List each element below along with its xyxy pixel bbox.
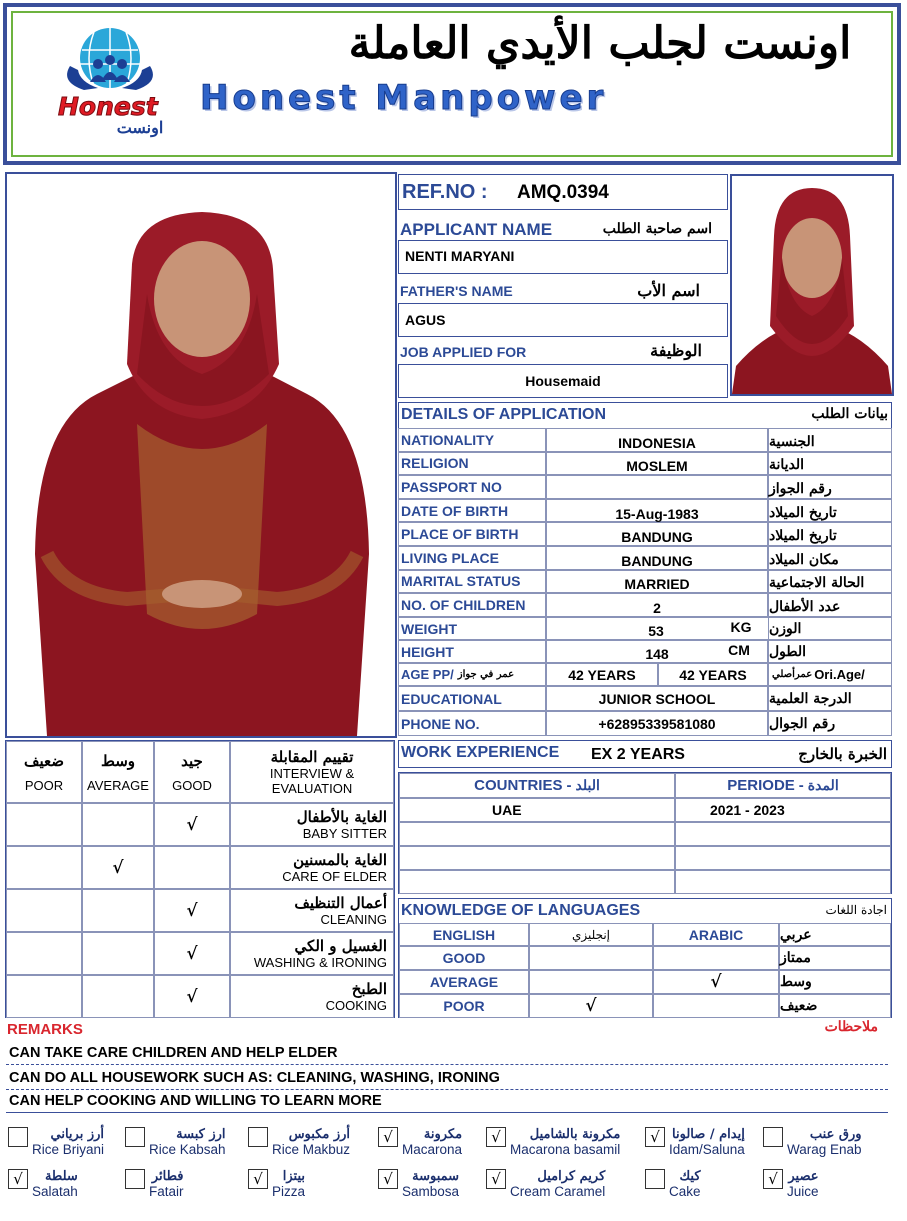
food-name-en: Cream Caramel: [510, 1184, 606, 1199]
detail-label: PASSPORT NO: [398, 475, 546, 499]
food-item[interactable]: [248, 1127, 350, 1157]
food-item[interactable]: [763, 1169, 819, 1199]
work-country: [399, 870, 675, 894]
food-name-ar: سمبوسة: [412, 1169, 460, 1184]
food-name-ar: أرز برياني: [50, 1127, 105, 1142]
food-item[interactable]: [125, 1169, 184, 1199]
food-name-en: Idam/Saluna: [669, 1142, 745, 1157]
work-country: [399, 846, 675, 870]
food-name-ar: إيدام / صالونا: [672, 1127, 745, 1142]
details-extra-rows: [398, 617, 892, 736]
work-country: [399, 822, 675, 846]
lang-head-arabic-ar: عربي: [779, 923, 891, 946]
eval-skill: [230, 932, 394, 975]
phone-label: PHONE NO.: [398, 711, 546, 736]
food-name-en: Fatair: [149, 1184, 184, 1199]
ref-box: [398, 174, 728, 210]
food-name-ar: كريم كراميل: [537, 1169, 606, 1184]
eval-skill-ar: الغاية بالأطفال: [296, 808, 387, 826]
header-title-en: Honest Manpower: [200, 78, 608, 118]
food-item[interactable]: [8, 1169, 78, 1199]
applicant-name-label: APPLICANT NAME: [400, 220, 553, 239]
countries-table: [398, 772, 892, 894]
period-label-ar: المدة: [807, 777, 839, 794]
eval-head-good-en: GOOD: [172, 777, 212, 793]
food-name-en: Rice Briyani: [32, 1142, 105, 1157]
period-label: PERIODE: [727, 777, 795, 794]
languages-label: KNOWLEDGE OF LANGUAGES: [401, 902, 641, 919]
weight-label-ar: الوزن: [768, 617, 892, 640]
eval-good-mark: √: [154, 803, 230, 846]
applicant-name-label-ar: اسم صاحبة الطلب: [602, 221, 712, 237]
food-checkbox[interactable]: [125, 1169, 145, 1189]
detail-label-ar: الجنسية: [768, 428, 892, 452]
lang-english-mark: √: [529, 994, 653, 1018]
detail-value: 15-Aug-1983: [546, 499, 768, 523]
lang-arabic-mark: √: [653, 970, 779, 994]
food-item[interactable]: [378, 1127, 462, 1157]
age-pp-label-cell: [398, 663, 546, 686]
age-ori-label: Ori.Age/: [814, 667, 865, 682]
header-title-ar: اونست لجلب الأيدي العاملة: [348, 18, 852, 69]
eval-head-good-ar: جيد: [181, 751, 203, 770]
education-value: JUNIOR SCHOOL: [546, 686, 768, 711]
detail-label: PLACE OF BIRTH: [398, 522, 546, 546]
food-checkbox[interactable]: √: [486, 1169, 506, 1189]
countries-label-ar: البلد: [575, 777, 600, 794]
weight-value: 53: [648, 623, 664, 639]
eval-average-mark: [82, 803, 154, 846]
food-item[interactable]: [125, 1127, 226, 1157]
detail-label: LIVING PLACE: [398, 546, 546, 570]
lang-english-mark: [529, 970, 653, 994]
lang-level: GOOD: [399, 946, 529, 970]
eval-head-poor-en: POOR: [24, 777, 64, 793]
height-label: HEIGHT: [398, 640, 546, 663]
lang-level: POOR: [399, 994, 529, 1018]
remarks-label-ar: ملاحظات: [824, 1019, 878, 1035]
eval-head-avg-en: AVERAGE: [87, 777, 149, 793]
food-name-ar: أرز مكبوس: [288, 1127, 351, 1142]
age-ori-value: 42 YEARS: [658, 663, 768, 686]
lang-head-english-ar: إنجليزي: [529, 923, 653, 946]
eval-skill-ar: الطبخ: [351, 980, 387, 998]
eval-skill-en: CARE OF ELDER: [282, 869, 387, 884]
eval-skill-ar: أعمال التنظيف: [294, 894, 387, 912]
lang-level-ar: وسط: [779, 970, 891, 994]
work-period: [675, 822, 891, 846]
work-experience-label-ar: الخبرة بالخارج: [798, 745, 887, 763]
food-item[interactable]: [8, 1127, 104, 1157]
eval-poor-mark: [6, 803, 82, 846]
eval-head-title-ar: تقييم المقابلة: [270, 748, 354, 766]
detail-value: BANDUNG: [546, 546, 768, 570]
period-head: PERIODE - المدة: [675, 773, 891, 798]
lang-arabic-mark: [653, 994, 779, 1018]
remark-line-1: CAN TAKE CARE CHILDREN AND HELP ELDER: [6, 1041, 888, 1065]
detail-label-ar: الديانة: [768, 452, 892, 476]
phone-value: +62895339581080: [546, 711, 768, 736]
work-experience-value: EX 2 YEARS: [591, 746, 685, 763]
food-item[interactable]: [486, 1169, 605, 1199]
food-name-ar: كيك: [679, 1169, 701, 1184]
job-applied-label-ar: الوظيفة: [650, 341, 702, 360]
eval-skill-ar: الغاية بالمسنين: [293, 851, 387, 869]
education-label: EDUCATIONAL: [398, 686, 546, 711]
father-name-box: [398, 303, 728, 337]
lang-arabic-mark: [653, 946, 779, 970]
lang-level-ar: ممتاز: [779, 946, 891, 970]
eval-poor-mark: [6, 975, 82, 1018]
applicant-portrait-image: [732, 176, 892, 394]
age-ori-label-ar: عمرأصلي: [772, 669, 813, 680]
food-checkbox[interactable]: [763, 1127, 783, 1147]
food-name-en: Rice Kabsah: [149, 1142, 226, 1157]
age-pp-label-ar: عمر في جواز: [457, 669, 515, 680]
eval-skill-ar: الغسيل و الكي: [294, 937, 387, 955]
detail-label-ar: عدد الأطفال: [768, 593, 892, 617]
detail-label: NATIONALITY: [398, 428, 546, 452]
eval-skill-en: BABY SITTER: [302, 826, 387, 841]
remarks-label: REMARKS: [7, 1021, 83, 1038]
lang-head-arabic: ARABIC: [653, 923, 779, 946]
work-experience-label: WORK EXPERIENCE: [401, 744, 560, 761]
food-name-en: Macarona basamil: [510, 1142, 621, 1157]
ref-value: AMQ.0394: [517, 182, 609, 203]
eval-skill: [230, 975, 394, 1018]
eval-head-title-en: INTERVIEW & EVALUATION: [269, 766, 355, 796]
detail-value: MARRIED: [546, 570, 768, 594]
countries-label: COUNTRIES: [474, 777, 563, 794]
eval-head-average: [82, 741, 154, 803]
work-period: [675, 870, 891, 894]
food-checkbox[interactable]: √: [486, 1127, 506, 1147]
eval-head-good: [154, 741, 230, 803]
food-name-en: Juice: [787, 1184, 819, 1199]
food-name-ar: مكرونة بالشاميل: [529, 1127, 621, 1142]
food-checkbox[interactable]: √: [645, 1127, 665, 1147]
food-name-ar: عصير: [788, 1169, 819, 1184]
evaluation-table: [5, 740, 395, 1018]
logo-text-ar: اونست: [116, 118, 164, 137]
food-name-ar: سلطة: [44, 1169, 78, 1184]
weight-label: WEIGHT: [398, 617, 546, 640]
food-name-ar: ارز كبسة: [176, 1127, 226, 1142]
lang-english-mark: [529, 946, 653, 970]
food-name-ar: ورق عنب: [809, 1127, 862, 1142]
remark-line-2: CAN DO ALL HOUSEWORK SUCH AS: CLEANING, WASHING, IRONING: [6, 1066, 888, 1090]
age-ori-label-cell: [768, 663, 892, 686]
detail-value: MOSLEM: [546, 452, 768, 476]
detail-label: NO. OF CHILDREN: [398, 593, 546, 617]
food-item[interactable]: [486, 1127, 620, 1157]
food-checkbox[interactable]: √: [8, 1169, 28, 1189]
detail-value: BANDUNG: [546, 522, 768, 546]
eval-average-mark: [82, 975, 154, 1018]
detail-label: RELIGION: [398, 452, 546, 476]
job-applied-value: Housemaid: [398, 364, 728, 398]
job-applied-label: JOB APPLIED FOR: [400, 344, 527, 360]
education-label-ar: الدرجة العلمية: [768, 686, 892, 711]
work-period: [675, 846, 891, 870]
food-item[interactable]: [248, 1169, 305, 1199]
lang-level-ar: ضعيف: [779, 994, 891, 1018]
logo-text-en: Honest: [58, 92, 158, 121]
eval-head-avg-ar: وسط: [100, 751, 136, 770]
food-checkbox[interactable]: [125, 1127, 145, 1147]
food-name-en: Pizza: [272, 1184, 306, 1199]
lang-head-english: ENGLISH: [399, 923, 529, 946]
height-unit: CM: [728, 642, 750, 658]
detail-label: DATE OF BIRTH: [398, 499, 546, 523]
details-label: DETAILS OF APPLICATION: [401, 406, 607, 423]
eval-average-mark: [82, 932, 154, 975]
work-country: UAE: [399, 798, 675, 822]
detail-label-ar: مكان الميلاد: [768, 546, 892, 570]
food-name-ar: فطائر: [151, 1169, 184, 1184]
detail-value: [546, 475, 768, 499]
detail-value: INDONESIA: [546, 428, 768, 452]
eval-head-title: [230, 741, 394, 803]
applicant-name-box: [398, 240, 728, 274]
languages-label-ar: اجادة اللغات: [825, 903, 887, 917]
father-name-label-ar: اسم الأب: [637, 281, 700, 300]
eval-poor-mark: [6, 889, 82, 932]
father-name-label: FATHER'S NAME: [400, 283, 513, 299]
food-checkbox[interactable]: [8, 1127, 28, 1147]
food-name-en: Salatah: [32, 1184, 78, 1199]
detail-label-ar: رقم الجواز: [768, 475, 892, 499]
food-item[interactable]: [645, 1169, 701, 1199]
food-item[interactable]: [645, 1127, 745, 1157]
eval-skill-en: CLEANING: [320, 912, 387, 927]
eval-good-mark: [154, 846, 230, 889]
eval-good-mark: √: [154, 889, 230, 932]
food-name-ar: مكرونة: [423, 1127, 463, 1142]
age-pp-value: 42 YEARS: [546, 663, 658, 686]
eval-skill: [230, 846, 394, 889]
details-label-ar: بيانات الطلب: [811, 406, 888, 422]
eval-good-mark: √: [154, 975, 230, 1018]
languages-table: [398, 898, 892, 1018]
eval-poor-mark: [6, 932, 82, 975]
eval-skill-en: COOKING: [325, 998, 387, 1013]
food-checkbox[interactable]: √: [378, 1127, 398, 1147]
food-item[interactable]: [763, 1127, 862, 1157]
applicant-figure-image: [7, 174, 395, 736]
eval-average-mark: [82, 889, 154, 932]
age-pp-label: AGE PP/: [401, 667, 454, 682]
food-name-en: Warag Enab: [787, 1142, 862, 1157]
phone-label-ar: رقم الجوال: [768, 711, 892, 736]
height-label-ar: الطول: [768, 640, 892, 663]
food-name-ar: بيتزا: [282, 1169, 306, 1184]
detail-value: 2: [546, 593, 768, 617]
eval-head-poor-ar: ضعيف: [23, 751, 65, 770]
eval-skill: [230, 803, 394, 846]
food-checkbox[interactable]: [248, 1127, 268, 1147]
ref-label: REF.NO :: [402, 181, 488, 203]
eval-head-poor: [6, 741, 82, 803]
father-name-value: AGUS: [405, 312, 446, 328]
work-period: 2021 - 2023: [675, 798, 891, 822]
countries-head: COUNTRIES - البلد: [399, 773, 675, 798]
food-name-en: Macarona: [402, 1142, 463, 1157]
detail-label-ar: الحالة الاجتماعية: [768, 570, 892, 594]
food-item[interactable]: [378, 1169, 459, 1199]
applicant-full-photo: [5, 172, 397, 738]
eval-good-mark: √: [154, 932, 230, 975]
food-checkbox[interactable]: √: [248, 1169, 268, 1189]
detail-label-ar: تاريخ الميلاد: [768, 499, 892, 523]
food-name-en: Sambosa: [402, 1184, 460, 1199]
weight-unit: KG: [730, 619, 752, 635]
detail-label: MARITAL STATUS: [398, 570, 546, 594]
detail-label-ar: تاريخ الميلاد: [768, 522, 892, 546]
lang-level: AVERAGE: [399, 970, 529, 994]
eval-skill-en: WASHING & IRONING: [253, 955, 387, 970]
work-experience-box: [398, 740, 892, 768]
food-name-en: Rice Makbuz: [272, 1142, 351, 1157]
remark-line-3: CAN HELP COOKING AND WILLING TO LEARN MORE: [6, 1089, 888, 1113]
applicant-name-value: NENTI MARYANI: [405, 248, 515, 264]
applicant-portrait-photo: [730, 174, 894, 396]
height-value: 148: [645, 646, 669, 662]
eval-average-mark: √: [82, 846, 154, 889]
food-checkbox[interactable]: √: [763, 1169, 783, 1189]
food-name-en: Cake: [669, 1184, 701, 1199]
eval-skill: [230, 889, 394, 932]
eval-poor-mark: [6, 846, 82, 889]
food-checkbox[interactable]: √: [378, 1169, 398, 1189]
food-checkbox[interactable]: [645, 1169, 665, 1189]
